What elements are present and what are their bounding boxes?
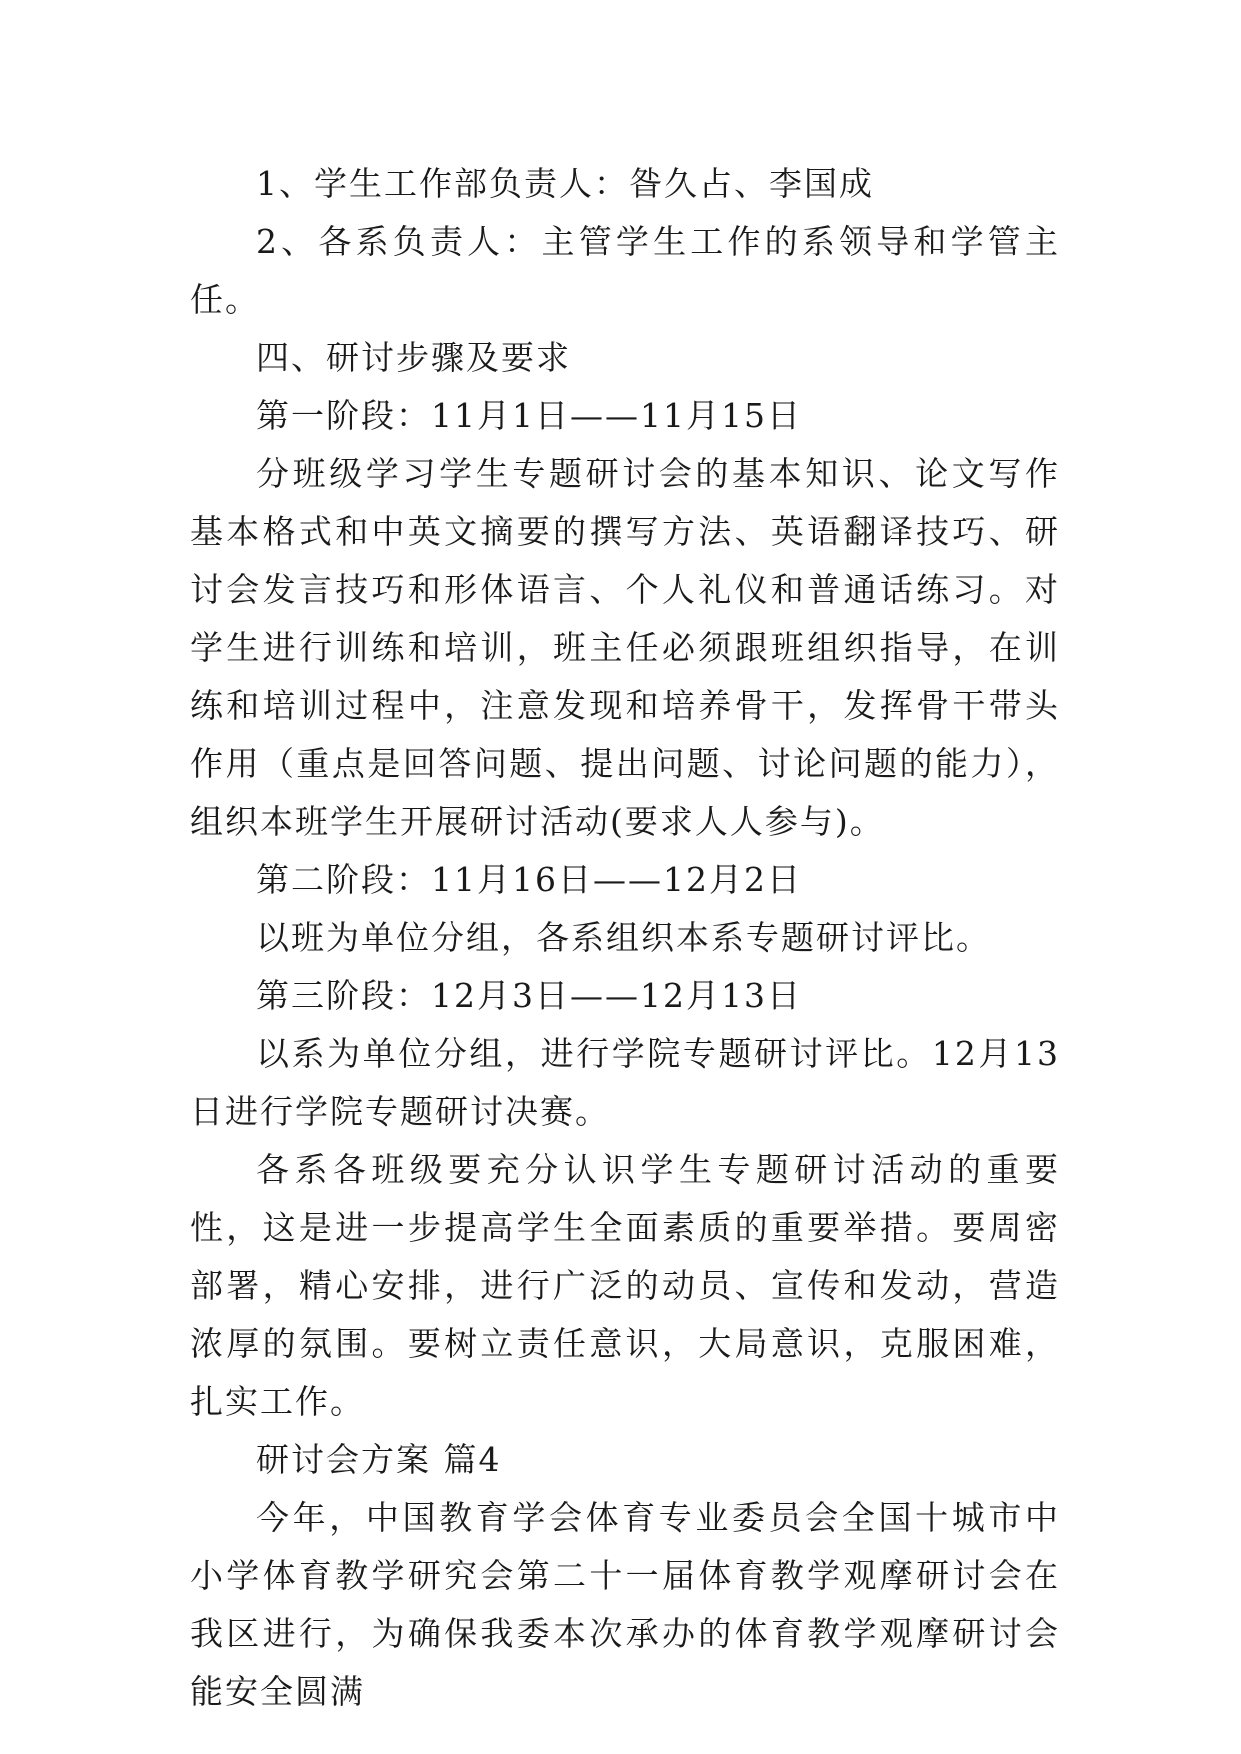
stage-two-heading: 第二阶段：11月16日——12月2日 xyxy=(256,860,802,899)
paragraph-leaders-student-affairs: 1、学生工作部负责人：昝久占、李国成 xyxy=(256,164,874,203)
stage-two-body: 以班为单位分组，各系组织本系专题研讨评比。 xyxy=(256,918,991,957)
document-body xyxy=(190,155,1060,1721)
stage-three-heading: 第三阶段：12月3日——12月13日 xyxy=(256,976,802,1015)
stage-one-body: 分班级学习学生专题研讨会的基本知识、论文写作基本格式和中英文摘要的撰写方法、英语翻译技巧、研讨会发言技巧和形体语言、个人礼仪和普通话练习。对学生进行训练和培训，班主任必须跟班组织指导，在训练和培训过程中，注意发现和培养骨干，发挥骨干带头作用（重点是回答问题、提出问题、讨论问题的能力），组织本班学生开展研讨活动(要求人人参与)。 xyxy=(190,454,1060,841)
stage-one-heading: 第一阶段：11月1日——11月15日 xyxy=(256,396,802,435)
plan-title: 研讨会方案 篇4 xyxy=(256,1440,502,1479)
stage-three-body: 以系为单位分组，进行学院专题研讨评比。12月13日进行学院专题研讨决赛。 xyxy=(190,1034,1060,1131)
plan-intro-paragraph: 今年，中国教育学会体育专业委员会全国十城市中小学体育教学研究会第二十一届体育教学观摩研讨会在我区进行，为确保我委本次承办的体育教学观摩研讨会能安全圆满 xyxy=(190,1498,1060,1711)
paragraph-leaders-departments: 2、各系负责人：主管学生工作的系领导和学管主任。 xyxy=(190,222,1060,319)
requirements-paragraph: 各系各班级要充分认识学生专题研讨活动的重要性，这是进一步提高学生全面素质的重要举措。要周密部署，精心安排，进行广泛的动员、宣传和发动，营造浓厚的氛围。要树立责任意识，大局意识，克服困难，扎实工作。 xyxy=(190,1150,1060,1421)
section-heading-steps: 四、研讨步骤及要求 xyxy=(256,338,571,377)
